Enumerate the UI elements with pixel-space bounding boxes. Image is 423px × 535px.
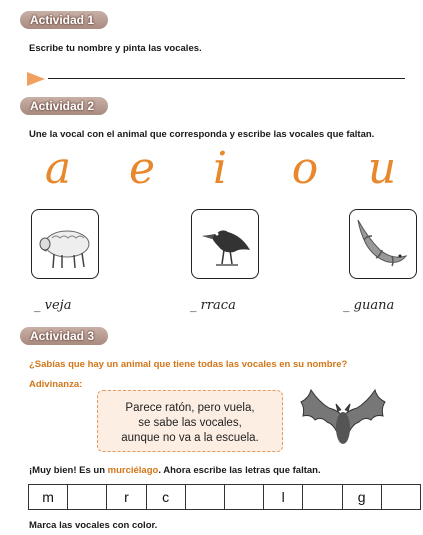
letter-cell[interactable] <box>185 485 224 510</box>
crow-icon <box>194 212 256 276</box>
answer-sentence <box>29 465 321 476</box>
answer-prefix: ¡Muy bien! Es un <box>29 465 105 476</box>
vowel-a[interactable]: a <box>44 143 72 194</box>
letter-cell[interactable]: c <box>146 485 185 510</box>
riddle-label: Adivinanza: <box>29 379 83 390</box>
letter-cell[interactable]: g <box>342 485 381 510</box>
activity-2-instruction: Une la vocal con el animal que corresponda y escribe las vocales que faltan. <box>29 129 375 140</box>
bat-icon <box>296 386 390 456</box>
letter-grid <box>28 484 421 510</box>
activity-1-title: Actividad 1 <box>20 11 108 29</box>
name-write-line[interactable] <box>48 78 405 79</box>
activity-1-instruction: Escribe tu nombre y pinta las vocales. <box>29 43 202 54</box>
sheep-image-box[interactable] <box>31 209 99 279</box>
activity-2-title: Actividad 2 <box>20 97 108 115</box>
answer-word: murciélago <box>107 465 159 476</box>
riddle-line: aunque no va a la escuela. <box>121 432 259 444</box>
letter-cell[interactable] <box>381 485 420 510</box>
riddle-line: se sabe las vocales, <box>138 417 242 429</box>
final-instruction: Marca las vocales con color. <box>29 520 158 531</box>
word-iguana[interactable]: _ guana <box>343 298 395 313</box>
sheep-icon <box>34 212 96 276</box>
letter-cell[interactable]: r <box>107 485 146 510</box>
letter-cell[interactable] <box>303 485 342 510</box>
activity-3-question: ¿Sabías que hay un animal que tiene todas las vocales en su nombre? <box>29 359 348 370</box>
letter-cell[interactable]: m <box>29 485 68 510</box>
letter-cell[interactable] <box>68 485 107 510</box>
riddle-line: Parece ratón, pero vuela, <box>125 402 255 414</box>
arrow-icon <box>27 72 45 86</box>
iguana-image-box[interactable] <box>349 209 417 279</box>
crow-image-box[interactable] <box>191 209 259 279</box>
word-oveja[interactable]: _ veja <box>34 298 72 313</box>
vowel-i[interactable]: i <box>212 143 228 194</box>
riddle-box <box>97 390 283 452</box>
answer-suffix: . Ahora escribe las letras que faltan. <box>158 465 321 476</box>
letter-cell[interactable] <box>224 485 263 510</box>
vowel-e[interactable]: e <box>128 143 156 194</box>
activity-3-title: Actividad 3 <box>20 327 108 345</box>
iguana-icon <box>352 212 414 276</box>
word-urraca[interactable]: _ rraca <box>190 298 236 313</box>
vowel-o[interactable]: o <box>291 143 319 194</box>
letter-cell[interactable]: l <box>264 485 303 510</box>
vowel-u[interactable]: u <box>367 143 397 194</box>
